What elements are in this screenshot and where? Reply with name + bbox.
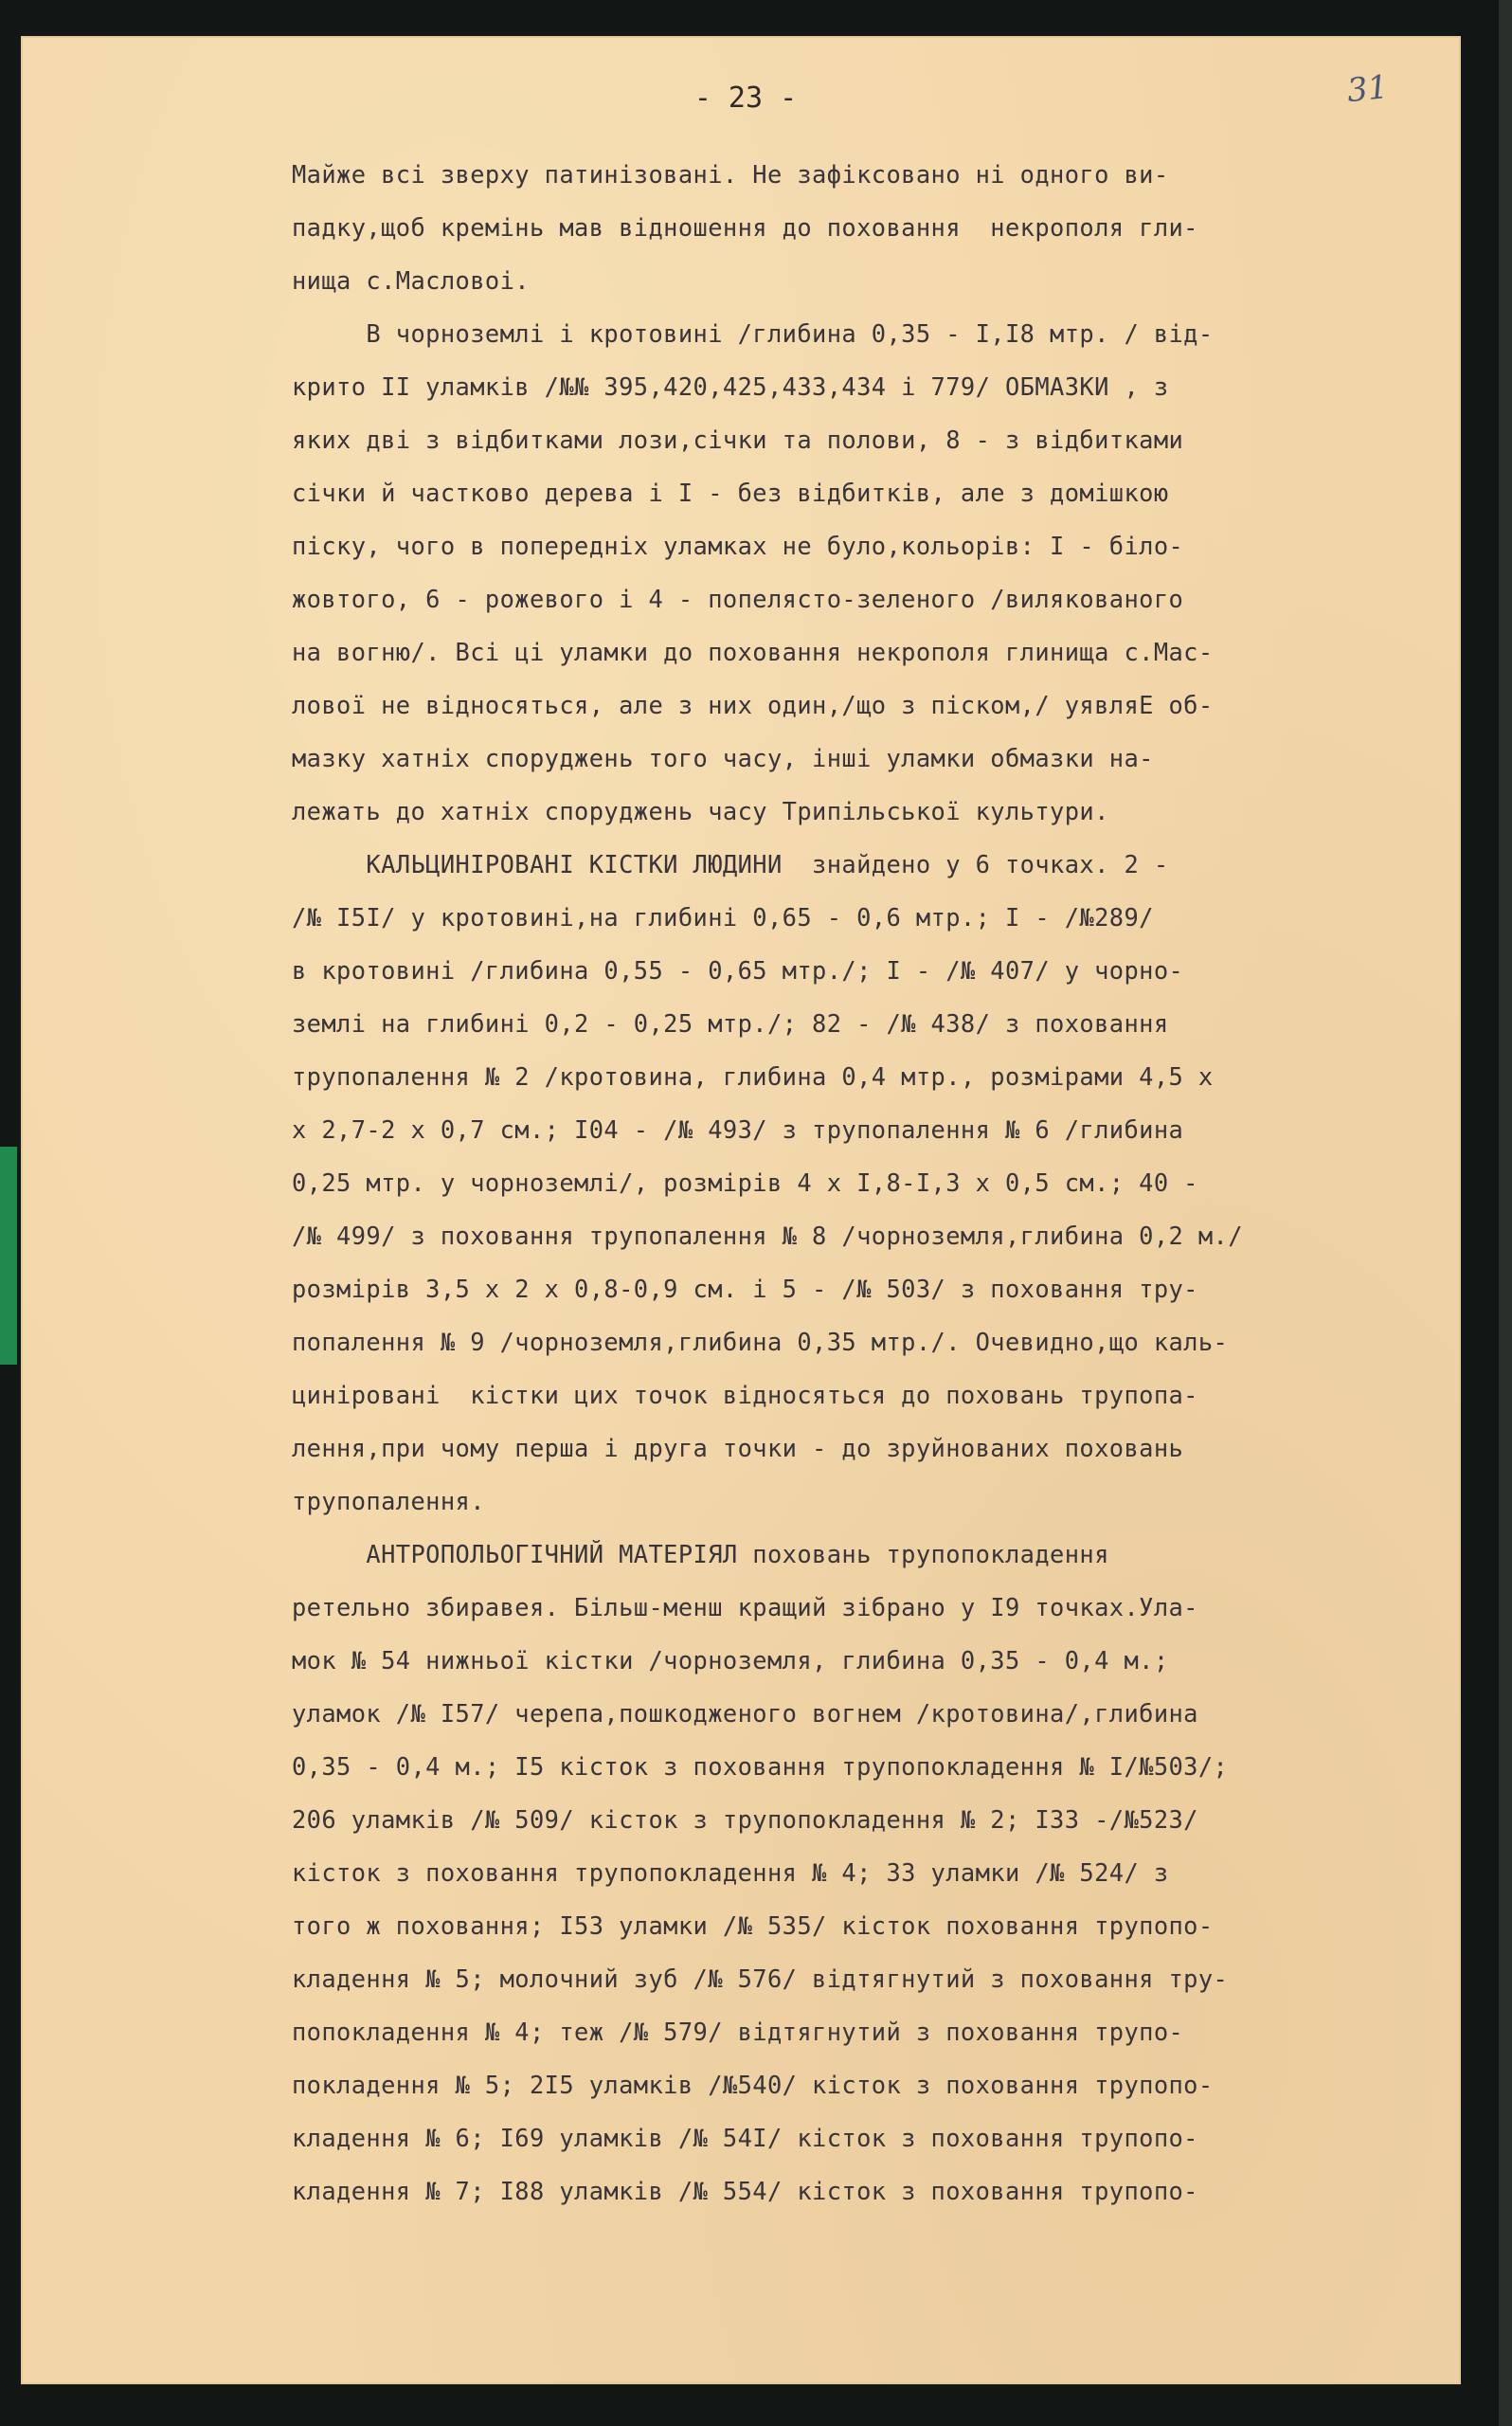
text-line: х 2,7-2 х 0,7 см.; I04 - /№ 493/ з трупопалення № 6 /глибина	[292, 1115, 1184, 1144]
text-line: того ж поховання; I53 уламки /№ 535/ кісток поховання трупопо-	[292, 1911, 1214, 1940]
text-line: лення,при чому перша і друга точки - до зруйнованих поховань	[292, 1434, 1184, 1462]
text-line: уламок /№ I57/ черепа,пошкодженого вогнем /кротовина/,глибина	[292, 1699, 1198, 1728]
text-line: мок № 54 нижньої кістки /чорноземля, глибина 0,35 - 0,4 м.;	[292, 1646, 1169, 1675]
text-line: на вогню/. Всі ці уламки до поховання некрополя глинища с.Мас-	[292, 638, 1214, 666]
text-line: жовтого, 6 - рожевого і 4 - попелясто-зеленого /вилякованого	[292, 585, 1184, 613]
text-line: падку,щоб кремінь мав відношення до поховання некрополя гли-	[292, 213, 1198, 242]
text-line: січки й частково дерева і I - без відбитків, але з домішкою	[292, 479, 1169, 507]
text-line: ретельно збиравея. Більш-менш кращий зібрано у I9 точках.Ула-	[292, 1593, 1198, 1621]
text-line: кладення № 7; I88 уламків /№ 554/ кісток з поховання трупопо-	[292, 2177, 1198, 2205]
text-line: в кротовині /глибина 0,55 - 0,65 мтр./; I - /№ 407/ у чорно-	[292, 956, 1184, 985]
text-line	[292, 2271, 1476, 2324]
page-number: - 23 -	[693, 81, 798, 115]
text-line: 0,25 мтр. у чорноземлі/, розмірів 4 х I,8-I,3 х 0,5 см.; 40 -	[292, 1168, 1198, 1197]
text-line: /№ 499/ з поховання трупопалення № 8 /чорноземля,глибина 0,2 м./	[292, 1222, 1243, 1250]
text-line	[292, 2324, 1476, 2377]
text-line: покладення № 5; 2I5 уламків /№540/ кісток з поховання трупопо-	[292, 2071, 1214, 2099]
text-line: попалення № 9 /чорноземля,глибина 0,35 мтр./. Очевидно,що каль-	[292, 1328, 1229, 1356]
text-line: Майже всі зверху патинізовані. Не зафіксовано ні одного ви-	[292, 160, 1169, 189]
page-body-text	[292, 148, 1476, 2377]
text-line: попокладення № 4; теж /№ 579/ відтягнутий з поховання трупо-	[292, 2018, 1184, 2046]
text-line: циніровані кістки цих точок відносяться до поховань трупопа-	[292, 1381, 1198, 1409]
text-line: нища с.Масловоі.	[292, 266, 530, 295]
text-line: АНТРОПОЛЬОГІЧНИЙ МАТЕРІЯЛ поховань трупопокладення	[292, 1540, 1109, 1568]
text-line: кладення № 5; молочний зуб /№ 576/ відтягнутий з поховання тру-	[292, 1964, 1229, 1993]
text-line: КАЛЬЦИНІРОВАНІ КІСТКИ ЛЮДИНИ знайдено у 6 точках. 2 -	[292, 850, 1169, 878]
text-line: 0,35 - 0,4 м.; I5 кісток з поховання трупопокладення № I/№503/;	[292, 1752, 1229, 1781]
text-line: крито II уламків /№№ 395,420,425,433,434 і 779/ ОБМАЗКИ , з	[292, 372, 1169, 401]
text-line: мазку хатніх споруджень того часу, інші уламки обмазки на-	[292, 744, 1154, 772]
text-line: кладення № 6; I69 уламків /№ 54I/ кісток з поховання трупопо-	[292, 2124, 1198, 2152]
text-line: піску, чого в попередніх уламках не було,кольорів: I - біло-	[292, 532, 1184, 560]
text-line	[292, 2218, 1476, 2271]
text-line: лової не відносяться, але з них один,/що з піском,/ уявляЕ об-	[292, 691, 1214, 719]
typewritten-page	[21, 36, 1461, 2384]
text-line: лежать до хатніх споруджень часу Трипільської культури.	[292, 797, 1109, 825]
text-line: кісток з поховання трупопокладення № 4; 33 уламки /№ 524/ з	[292, 1858, 1169, 1887]
archive-tab-marker	[0, 1147, 17, 1365]
text-line: розмірів 3,5 х 2 х 0,8-0,9 см. і 5 - /№ 503/ з поховання тру-	[292, 1275, 1198, 1303]
text-line: землі на глибині 0,2 - 0,25 мтр./; 82 - /№ 438/ з поховання	[292, 1009, 1169, 1038]
text-line: В чорноземлі і кротовині /глибина 0,35 - I,I8 мтр. / від-	[292, 319, 1214, 348]
text-line: /№ I5I/ у кротовині,на глибині 0,65 - 0,6 мтр.; I - /№289/	[292, 903, 1154, 932]
text-line: трупопалення № 2 /кротовина, глибина 0,4 мтр., розмірами 4,5 х	[292, 1062, 1214, 1091]
scan-border	[1499, 0, 1512, 2426]
archive-folio-number: 31	[1345, 67, 1391, 111]
text-line: яких дві з відбитками лози,січки та полови, 8 - з відбитками	[292, 425, 1184, 454]
text-line: 206 уламків /№ 509/ кісток з трупопокладення № 2; I33 -/№523/	[292, 1805, 1198, 1834]
text-line: трупопалення.	[292, 1487, 485, 1515]
